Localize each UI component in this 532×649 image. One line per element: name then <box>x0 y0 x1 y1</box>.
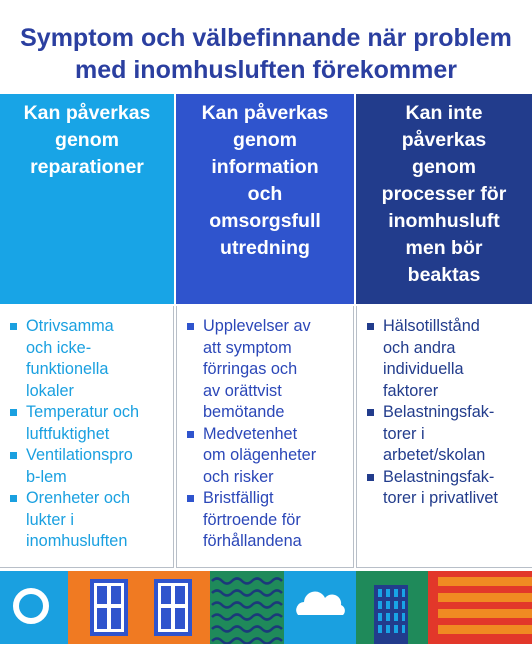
footer-icon-strip <box>0 571 532 644</box>
item-line: faktorer <box>383 381 439 400</box>
column-body <box>176 306 354 568</box>
heading-line: beaktas <box>407 264 481 286</box>
heading-line: Kan inte <box>405 102 483 124</box>
cloud-icon <box>284 571 356 644</box>
category-grid <box>0 94 532 568</box>
list-item <box>365 467 526 510</box>
item-line: om olägenheter <box>203 446 317 464</box>
item-line: förhållandena <box>203 532 302 550</box>
title-line-2: med inomhusluften förekommer <box>75 56 457 84</box>
heading-line: utredning <box>220 237 310 259</box>
heading-line: Kan påverkas <box>23 102 151 124</box>
page-title <box>0 22 532 86</box>
bullet-list <box>185 316 347 553</box>
item-line: Bristfälligt <box>203 489 274 507</box>
item-line: arbetet/skolan <box>383 446 486 464</box>
item-line: och andra <box>383 338 456 357</box>
list-item <box>365 316 526 402</box>
heading-line: genom <box>233 129 297 151</box>
item-line: luftfuktighet <box>26 424 110 443</box>
list-item <box>8 488 167 553</box>
window-icon <box>140 571 210 644</box>
heading-line: inomhusluft <box>388 210 500 232</box>
column-body <box>0 306 174 568</box>
item-line: och risker <box>203 467 274 486</box>
column-repairs <box>0 94 174 568</box>
item-line: Medvetenhet <box>203 424 298 443</box>
list-item <box>8 402 167 445</box>
column-heading <box>0 94 174 304</box>
stripes-icon <box>428 571 532 644</box>
item-line: inomhusluften <box>26 532 128 550</box>
list-item <box>185 316 347 424</box>
building-icon <box>356 571 428 644</box>
list-item <box>365 402 526 467</box>
item-line: torer i <box>383 424 425 443</box>
item-line: Hälsotillstånd <box>383 317 480 335</box>
wave-icon <box>210 571 284 644</box>
item-line: Ventilationspro <box>26 446 133 464</box>
column-information <box>176 94 354 568</box>
window-icon <box>68 571 140 644</box>
heading-line: men bör <box>405 237 483 259</box>
item-line: förtroende för <box>203 510 301 529</box>
heading-line: processer för <box>381 183 507 205</box>
ring-icon <box>0 571 68 644</box>
heading-line: omsorgsfull <box>209 210 321 232</box>
column-heading <box>176 94 354 304</box>
heading-line: Kan påverkas <box>201 102 329 124</box>
heading-line: reparationer <box>30 156 144 178</box>
item-line: förringas och <box>203 360 298 378</box>
column-not-affectable <box>356 94 532 568</box>
item-line: torer i privatlivet <box>383 489 498 507</box>
item-line: individuella <box>383 360 464 378</box>
item-line: Upplevelser av <box>203 317 311 335</box>
item-line: att symptom <box>203 338 292 357</box>
item-line: Temperatur och <box>26 403 140 421</box>
bullet-list <box>8 316 167 553</box>
heading-line: genom <box>412 156 476 178</box>
item-line: av orättvist <box>203 381 282 400</box>
list-item <box>185 424 347 489</box>
bullet-list <box>365 316 526 510</box>
item-line: bemötande <box>203 403 285 421</box>
heading-line: påverkas <box>401 129 487 151</box>
heading-line: och <box>247 183 283 205</box>
item-line: och icke- <box>26 338 92 357</box>
item-line: Orenheter och <box>26 489 131 507</box>
item-line: Belastningsfak- <box>383 403 495 421</box>
item-line: b-lem <box>26 467 67 486</box>
item-line: Belastningsfak- <box>383 467 495 486</box>
item-line: funktionella <box>26 360 109 378</box>
heading-line: genom <box>55 129 119 151</box>
list-item <box>8 316 167 402</box>
heading-line: information <box>211 156 319 178</box>
item-line: Otrivsamma <box>26 317 114 335</box>
item-line: lokaler <box>26 381 74 400</box>
item-line: lukter i <box>26 510 74 529</box>
title-line-1: Symptom och välbefinnande när problem <box>20 24 512 52</box>
column-heading <box>356 94 532 304</box>
column-body <box>356 306 532 568</box>
list-item <box>185 488 347 553</box>
list-item <box>8 445 167 488</box>
